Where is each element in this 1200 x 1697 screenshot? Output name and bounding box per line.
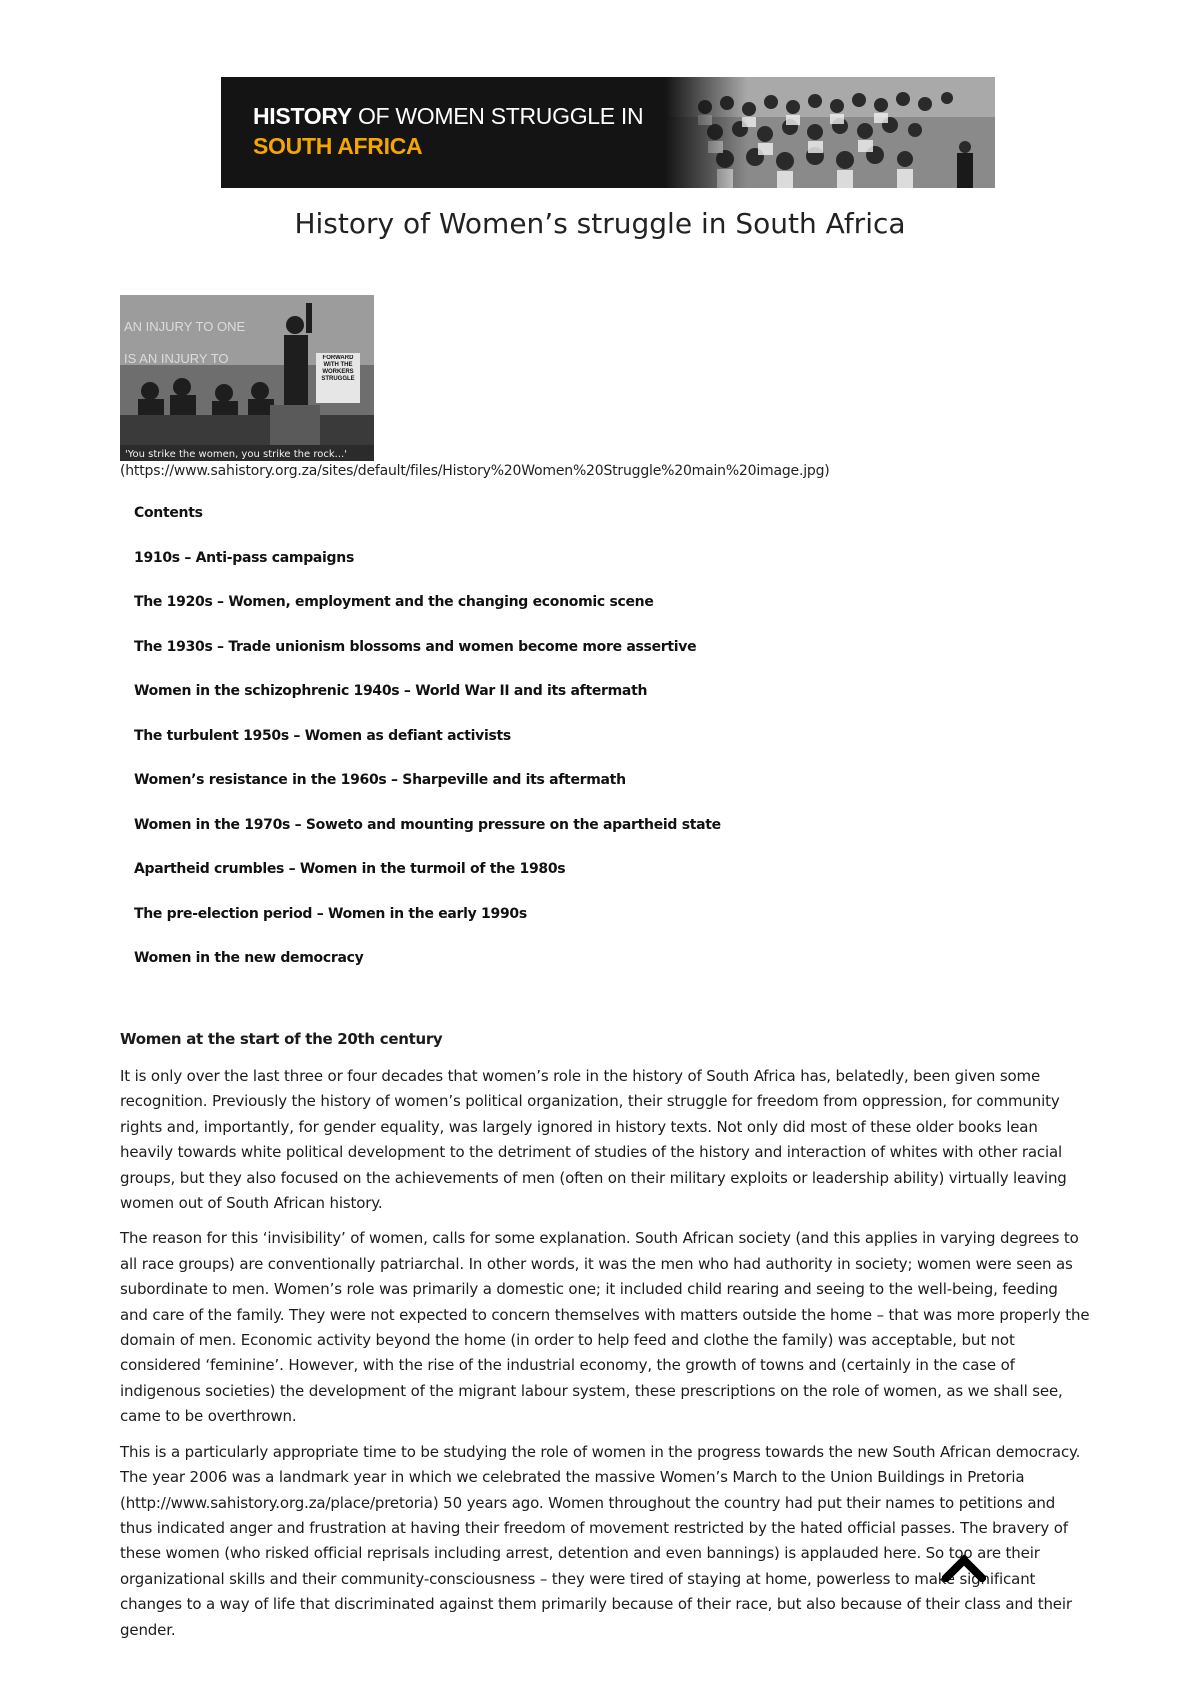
article-paragraph: It is only over the last three or four decades that women’s role in the history of South Africa has, belatedly, been given some recognition. Previously the history of women’s political organization, their struggle for freedom from oppression, for community rights and, importantly, for gender equality, was largely ignored in history texts. Not only did most of these older books lean heavily towards white political development to the detriment of studies of the history and interaction of whites with other racial groups, but they also focused on the achievements of men (often on their military exploits or leadership ability) virtually leaving women out of South African history. (120, 1067, 1067, 1213)
section-heading: Women at the start of the 20th century (120, 1030, 443, 1048)
toc-item-1960s[interactable]: Women’s resistance in the 1960s – Sharpeville and its aftermath (134, 772, 626, 788)
toc-item-1970s[interactable]: Women in the 1970s – Soweto and mounting pressure on the apartheid state (134, 816, 721, 833)
image-url-link[interactable]: (https://www.sahistory.org.za/sites/default/files/History%20Women%20Struggle%20main%20image.jpg) (120, 463, 830, 479)
article-paragraph: This is a particularly appropriate time to be studying the role of women in the progress towards the new South African democracy. The year 2006 was a landmark year in which we celebrated the massive Women’s March to the Union Buildings in Pretoria (http://www.sahistory.org.za/place/pretoria) 50 years ago. Women throughout the country had put their names to petitions and thus indicated anger and frustration at having their freedom of movement restricted by the hated official passes. The bravery of these women (who risked official reprisals including arrest, detention and even bannings) is applauded here. So too are their organizational skills and their community-consciousness – they were tired of staying at home, powerless to make significant changes to a way of life that discriminated against them primarily because of their race, but also because of their class and their gender. (120, 1442, 1081, 1639)
toc-item-1950s[interactable]: The turbulent 1950s – Women as defiant activists (134, 727, 511, 744)
toc-item-1940s[interactable]: Women in the schizophrenic 1940s – World War II and its aftermath (134, 683, 648, 699)
banner-title-rest: OF WOMEN STRUGGLE IN (351, 103, 644, 129)
toc-item-1990s[interactable]: The pre-election period – Women in the early 1990s (134, 905, 527, 922)
main-image-photo (120, 295, 374, 461)
banner-sign-line1: AN INJURY TO ONE (124, 319, 246, 334)
main-image-caption: 'You strike the women, you strike the rock...' (125, 449, 347, 460)
toc-item-1910s[interactable]: 1910s – Anti-pass campaigns (134, 549, 354, 566)
banner-title-line2: SOUTH AFRICA (253, 133, 423, 159)
placard-text: FORWARD WITH THE WORKERS STRUGGLE (321, 355, 355, 382)
toc-item-1930s[interactable]: The 1930s – Trade unionism blossoms and women become more assertive (134, 638, 697, 655)
contents-heading: Contents (134, 505, 203, 521)
banner-title (253, 101, 643, 161)
banner-title-bold: HISTORY (253, 103, 352, 129)
toc-item-1920s[interactable]: The 1920s – Women, employment and the changing economic scene (134, 594, 654, 610)
main-image[interactable] (120, 295, 374, 461)
back-to-top-button[interactable] (942, 1552, 986, 1582)
contents-list (134, 504, 721, 994)
banner-sign-line2: IS AN INJURY TO (124, 351, 229, 366)
page-title: History of Women’s struggle in South Africa (294, 207, 906, 240)
header-banner (221, 77, 995, 188)
article-paragraph: The reason for this ‘invisibility’ of women, calls for some explanation. South African society (and this applies in varying degrees to all race groups) are conventionally patriarchal. In other words, it was the men who had authority in society; women were seen as subordinate to men. Women’s role was primarily a domestic one; it included child rearing and seeing to the well-being, feeding and care of the family. They were not expected to concern themselves with matters outside the home – that was more properly the domain of men. Economic activity beyond the home (in order to help feed and clothe the family) was acceptable, but not considered ‘feminine’. However, with the rise of the industrial economy, the growth of towns and (certainly in the case of indigenous societies) the development of the migrant labour system, these prescriptions on the role of women, as we shall see, came to be overthrown. (120, 1229, 1090, 1426)
banner-crowd-photo (665, 77, 995, 188)
chevron-up-icon (942, 1552, 986, 1582)
toc-item-new-democracy[interactable]: Women in the new democracy (134, 950, 364, 966)
toc-item-1980s[interactable]: Apartheid crumbles – Women in the turmoil of the 1980s (134, 861, 566, 877)
